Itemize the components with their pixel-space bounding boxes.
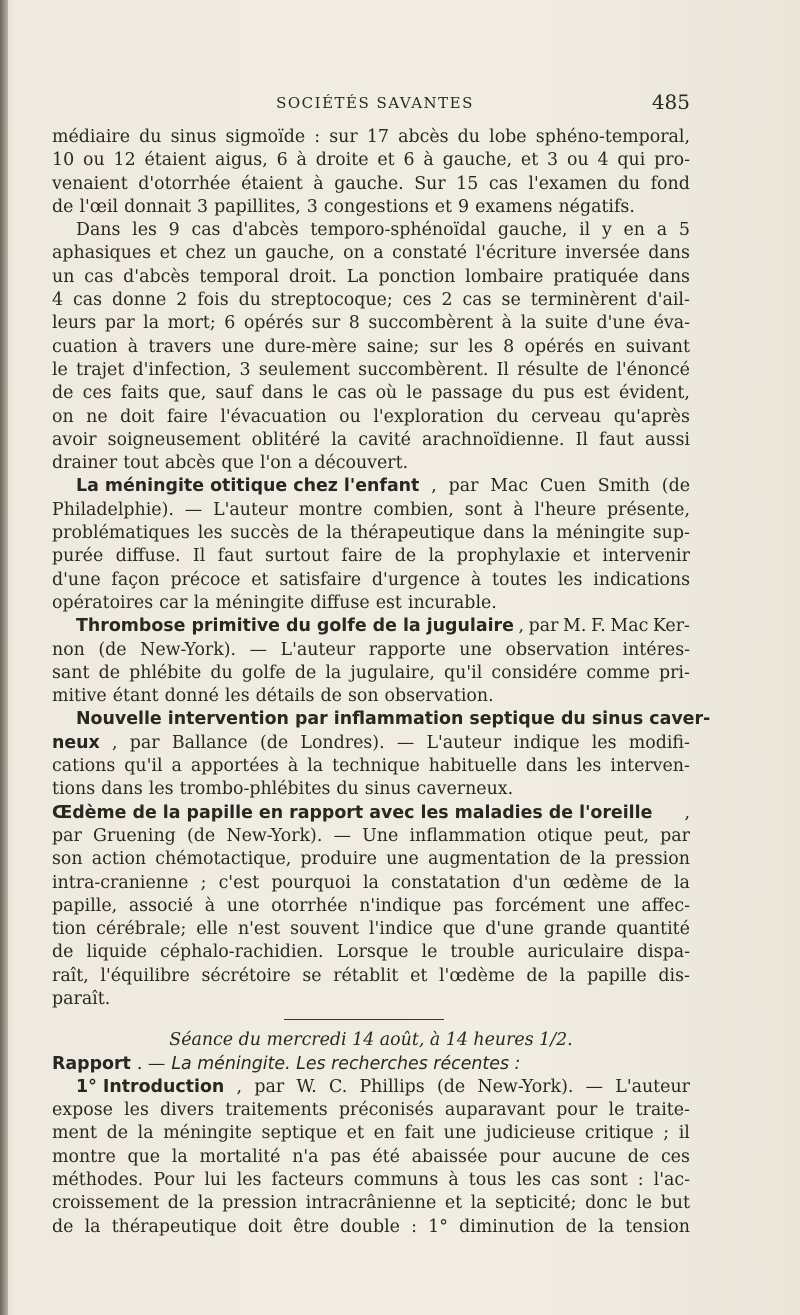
text-line: de l'œil donnait 3 papillites, 3 congestions et 9 examens négatifs.: [52, 196, 635, 217]
text-line: 1° Introduction , par W. C. Phillips (de New-York). — L'auteur: [76, 1076, 690, 1097]
text-line: expose les divers traitements préconisés auparavant pour le traite-: [52, 1100, 690, 1121]
text-line: Dans les 9 cas d'abcès temporo-sphénoïdal gauche, il y en a 5: [76, 220, 690, 241]
text-line: le trajet d'infection, 3 seulement succombèrent. Il résulte de l'énoncé: [52, 359, 690, 380]
text-line: tions dans les trombo-phlébites du sinus caverneux.: [52, 779, 514, 800]
text-line: mitive étant donné les détails de son observation.: [52, 686, 494, 707]
text-line: paraît.: [52, 988, 111, 1009]
text-line: croissement de la pression intracrânienne et la septicité; donc le but: [52, 1193, 690, 1214]
text-line: Philadelphie). — L'auteur montre combien, sont à l'heure présente,: [52, 499, 690, 520]
text-line: un cas d'abcès temporal droit. La ponction lombaire pratiquée dans: [52, 266, 690, 287]
text-line: purée diffuse. Il faut surtout faire de la prophylaxie et intervenir: [52, 546, 690, 567]
text-line: papille, associé à une otorrhée n'indique pas forcément une affec-: [52, 895, 690, 916]
running-head: [60, 90, 690, 120]
text-line: neux , par Ballance (de Londres). — L'auteur indique les modifi-: [52, 732, 690, 753]
text-line: leurs par la mort; 6 opérés sur 8 succombèrent à la suite d'une éva-: [52, 313, 690, 334]
text-line: aphasiques et chez un gauche, on a constaté l'écriture inversée dans: [52, 243, 690, 264]
text-line: de liquide céphalo-rachidien. Lorsque le trouble auriculaire dispa-: [52, 942, 690, 963]
text-line: sant de phlébite du golfe de la jugulaire, qu'il considére comme pri-: [52, 662, 690, 683]
text-line: Rapport . — La méningite. Les recherches récentes :: [52, 1053, 521, 1074]
text-line: de la thérapeutique doit être double : 1° diminution de la tension: [52, 1216, 690, 1237]
text-line: d'une façon précoce et satisfaire d'urgence à toutes les indications: [52, 569, 690, 590]
text-line: méthodes. Pour lui les facteurs communs à tous les cas sont : l'ac-: [52, 1170, 690, 1191]
text-line: son action chémotactique, produire une augmentation de la pression: [52, 849, 690, 870]
text-line: 10 ou 12 étaient aigus, 6 à droite et 6 à gauche, et 3 ou 4 qui pro-: [52, 150, 690, 171]
text-line: avoir soigneusement oblitéré la cavité arachnoïdienne. Il faut aussi: [52, 429, 690, 450]
text-line: problématiques les succès de la thérapeutique dans la méningite sup-: [52, 523, 690, 544]
text-line: Œdème de la papille en rapport avec les maladies de l'oreille ,: [52, 802, 690, 823]
text-line: Séance du mercredi 14 août, à 14 heures 1/2.: [169, 1030, 573, 1051]
text-line: cuation à travers une dure-mère saine; sur les 8 opérés en suivant: [52, 336, 690, 357]
text-line: par Gruening (de New-York). — Une inflammation otique peut, par: [52, 825, 690, 846]
section-divider: [52, 1011, 690, 1029]
text-line: La méningite otitique chez l'enfant , par Mac Cuen Smith (de: [76, 476, 690, 497]
lines-container: [52, 126, 711, 1239]
text-line: 4 cas donne 2 fois du streptocoque; ces 2 cas se terminèrent d'ail-: [52, 290, 690, 311]
text-line: cations qu'il a apportées à la technique habituelle dans les interven-: [52, 756, 690, 777]
text-line: opératoires car la méningite diffuse est incurable.: [52, 592, 497, 613]
text-line: Nouvelle intervention par inflammation septique du sinus caver-: [76, 709, 711, 730]
text-line: drainer tout abcès que l'on a découvert.: [52, 453, 409, 474]
text-line: montre que la mortalité n'a pas été abaissée pour aucune de ces: [52, 1146, 690, 1167]
text-line: de ces faits que, sauf dans le cas où le passage du pus est évident,: [52, 383, 690, 404]
text-line: raît, l'équilibre sécrétoire se rétablit et l'œdème de la papille dis-: [52, 965, 690, 986]
page-number: 485: [651, 90, 690, 114]
text-line: médiaire du sinus sigmoïde : sur 17 abcès du lobe sphéno-temporal,: [52, 127, 690, 147]
text-line: Thrombose primitive du golfe de la jugulaire , par M. F. Mac Ker-: [76, 616, 690, 637]
body-text: [52, 126, 711, 1239]
text-line: non (de New-York). — L'auteur rapporte une observation intéres-: [52, 639, 690, 660]
text-line: intra-cranienne ; c'est pourquoi la constatation d'un œdème de la: [52, 872, 690, 893]
text-line: venaient d'otorrhée étaient à gauche. Sur 15 cas l'examen du fond: [52, 173, 690, 194]
text-line: tion cérébrale; elle n'est souvent l'indice que d'une grande quantité: [52, 919, 690, 940]
running-title: SOCIÉTÉS SAVANTES: [276, 94, 474, 112]
text-line: on ne doit faire l'évacuation ou l'exploration du cerveau qu'après: [52, 406, 690, 427]
text-line: ment de la méningite septique et en fait une judicieuse critique ; il: [52, 1123, 690, 1144]
